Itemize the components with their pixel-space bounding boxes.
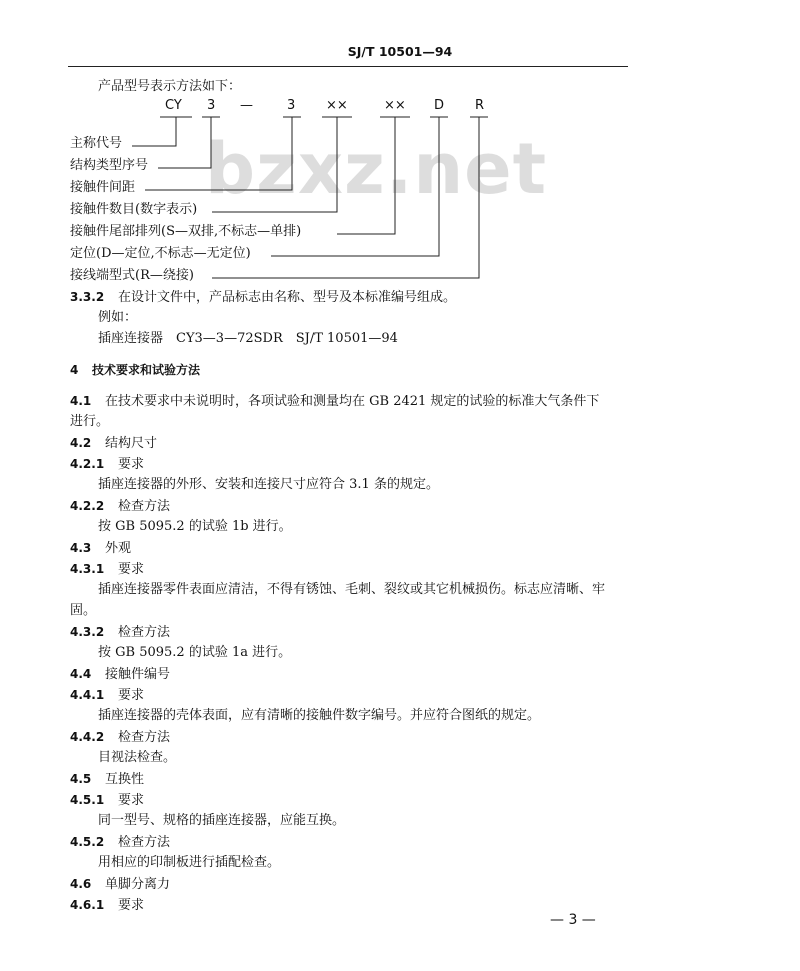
clause-4-5-1: 4.5.1 要求 (70, 793, 145, 808)
clause-4-2-1: 4.2.1 要求 (70, 457, 145, 472)
leader-1 (132, 117, 176, 146)
clause-3-3-2: 3.3.2 在设计文件中，产品标志由名称、型号及本标准编号组成。 (70, 290, 457, 305)
leader-3 (145, 117, 292, 190)
leader-2 (158, 117, 211, 168)
clause-4-6-1: 4.6.1 要求 (70, 898, 145, 913)
model-part-cy: CY (165, 98, 182, 113)
clause-4-4-2-body: 目视法检查。 (98, 750, 177, 765)
clause-4-1-cont: 进行。 (70, 414, 110, 429)
model-designation-diagram (0, 0, 800, 300)
model-part-positioning: D (434, 98, 445, 113)
clause-4-2-1-body: 插座连接器的外形、安装和连接尺寸应符合 3.1 条的规定。 (98, 477, 439, 492)
example-line: 插座连接器 CY3—3—72SDR SJ/T 10501—94 (98, 331, 398, 346)
leader-5 (337, 117, 395, 234)
model-label-4: 接触件数目(数字表示) (70, 202, 198, 217)
clause-4-4-1-body: 插座连接器的壳体表面，应有清晰的接触件数字编号。并应符合图纸的规定。 (98, 708, 541, 723)
model-part-dash: — (240, 98, 253, 113)
model-part-type: 3 (207, 98, 216, 113)
clause-4-5-2: 4.5.2 检查方法 (70, 835, 171, 850)
model-label-1: 主称代号 (70, 136, 123, 151)
clause-4-3-2: 4.3.2 检查方法 (70, 625, 171, 640)
model-intro: 产品型号表示方法如下： (98, 79, 242, 94)
clause-4-3-1-body: 插座连接器零件表面应清洁，不得有锈蚀、毛刺、裂纹或其它机械损伤。标志应清晰、牢 (98, 582, 606, 597)
clause-4-5: 4.5 互换性 (70, 772, 145, 787)
clause-4-4: 4.4 接触件编号 (70, 667, 171, 682)
model-label-5: 接触件尾部排列(S—双排,不标志—单排) (70, 224, 302, 239)
clause-4-3: 4.3 外观 (70, 541, 132, 556)
watermark: bzxz.net (205, 128, 548, 210)
clause-4-6: 4.6 单脚分离力 (70, 877, 171, 892)
model-part-terminal: R (475, 98, 485, 113)
leader-4 (212, 117, 337, 212)
clause-4-4-1: 4.4.1 要求 (70, 688, 145, 703)
standard-code-header: SJ/T 10501—94 (347, 44, 453, 59)
clause-4-3-1: 4.3.1 要求 (70, 562, 145, 577)
model-label-7: 接线端型式(R—绕接) (70, 268, 194, 283)
clause-4-5-1-body: 同一型号、规格的插座连接器，应能互换。 (98, 813, 346, 828)
clause-4-3-2-body: 按 GB 5095.2 的试验 1a 进行。 (98, 645, 292, 660)
clause-4-2: 4.2 结构尺寸 (70, 436, 158, 451)
clause-4-4-2: 4.4.2 检查方法 (70, 730, 171, 745)
section-4-heading: 4 技术要求和试验方法 (70, 363, 201, 377)
clause-4-1: 4.1 在技术要求中未说明时，各项试验和测量均在 GB 2421 规定的试验的标准大气条件下 (70, 394, 600, 409)
clause-4-2-2: 4.2.2 检查方法 (70, 499, 171, 514)
clause-4-3-1-cont: 固。 (70, 603, 97, 618)
clause-4-2-2-body: 按 GB 5095.2 的试验 1b 进行。 (98, 519, 292, 534)
clause-4-5-2-body: 用相应的印制板进行插配检查。 (98, 855, 281, 870)
model-part-count: ×× (326, 98, 348, 113)
leader-6 (271, 117, 439, 256)
model-label-6: 定位(D—定位,不标志—无定位) (70, 246, 251, 261)
model-part-arrangement: ×× (384, 98, 406, 113)
model-part-pitch: 3 (287, 98, 296, 113)
example-label: 例如： (98, 310, 138, 325)
model-label-3: 接触件间距 (70, 180, 136, 195)
page-number: — 3 — (550, 912, 596, 928)
model-label-2: 结构类型序号 (70, 158, 149, 173)
